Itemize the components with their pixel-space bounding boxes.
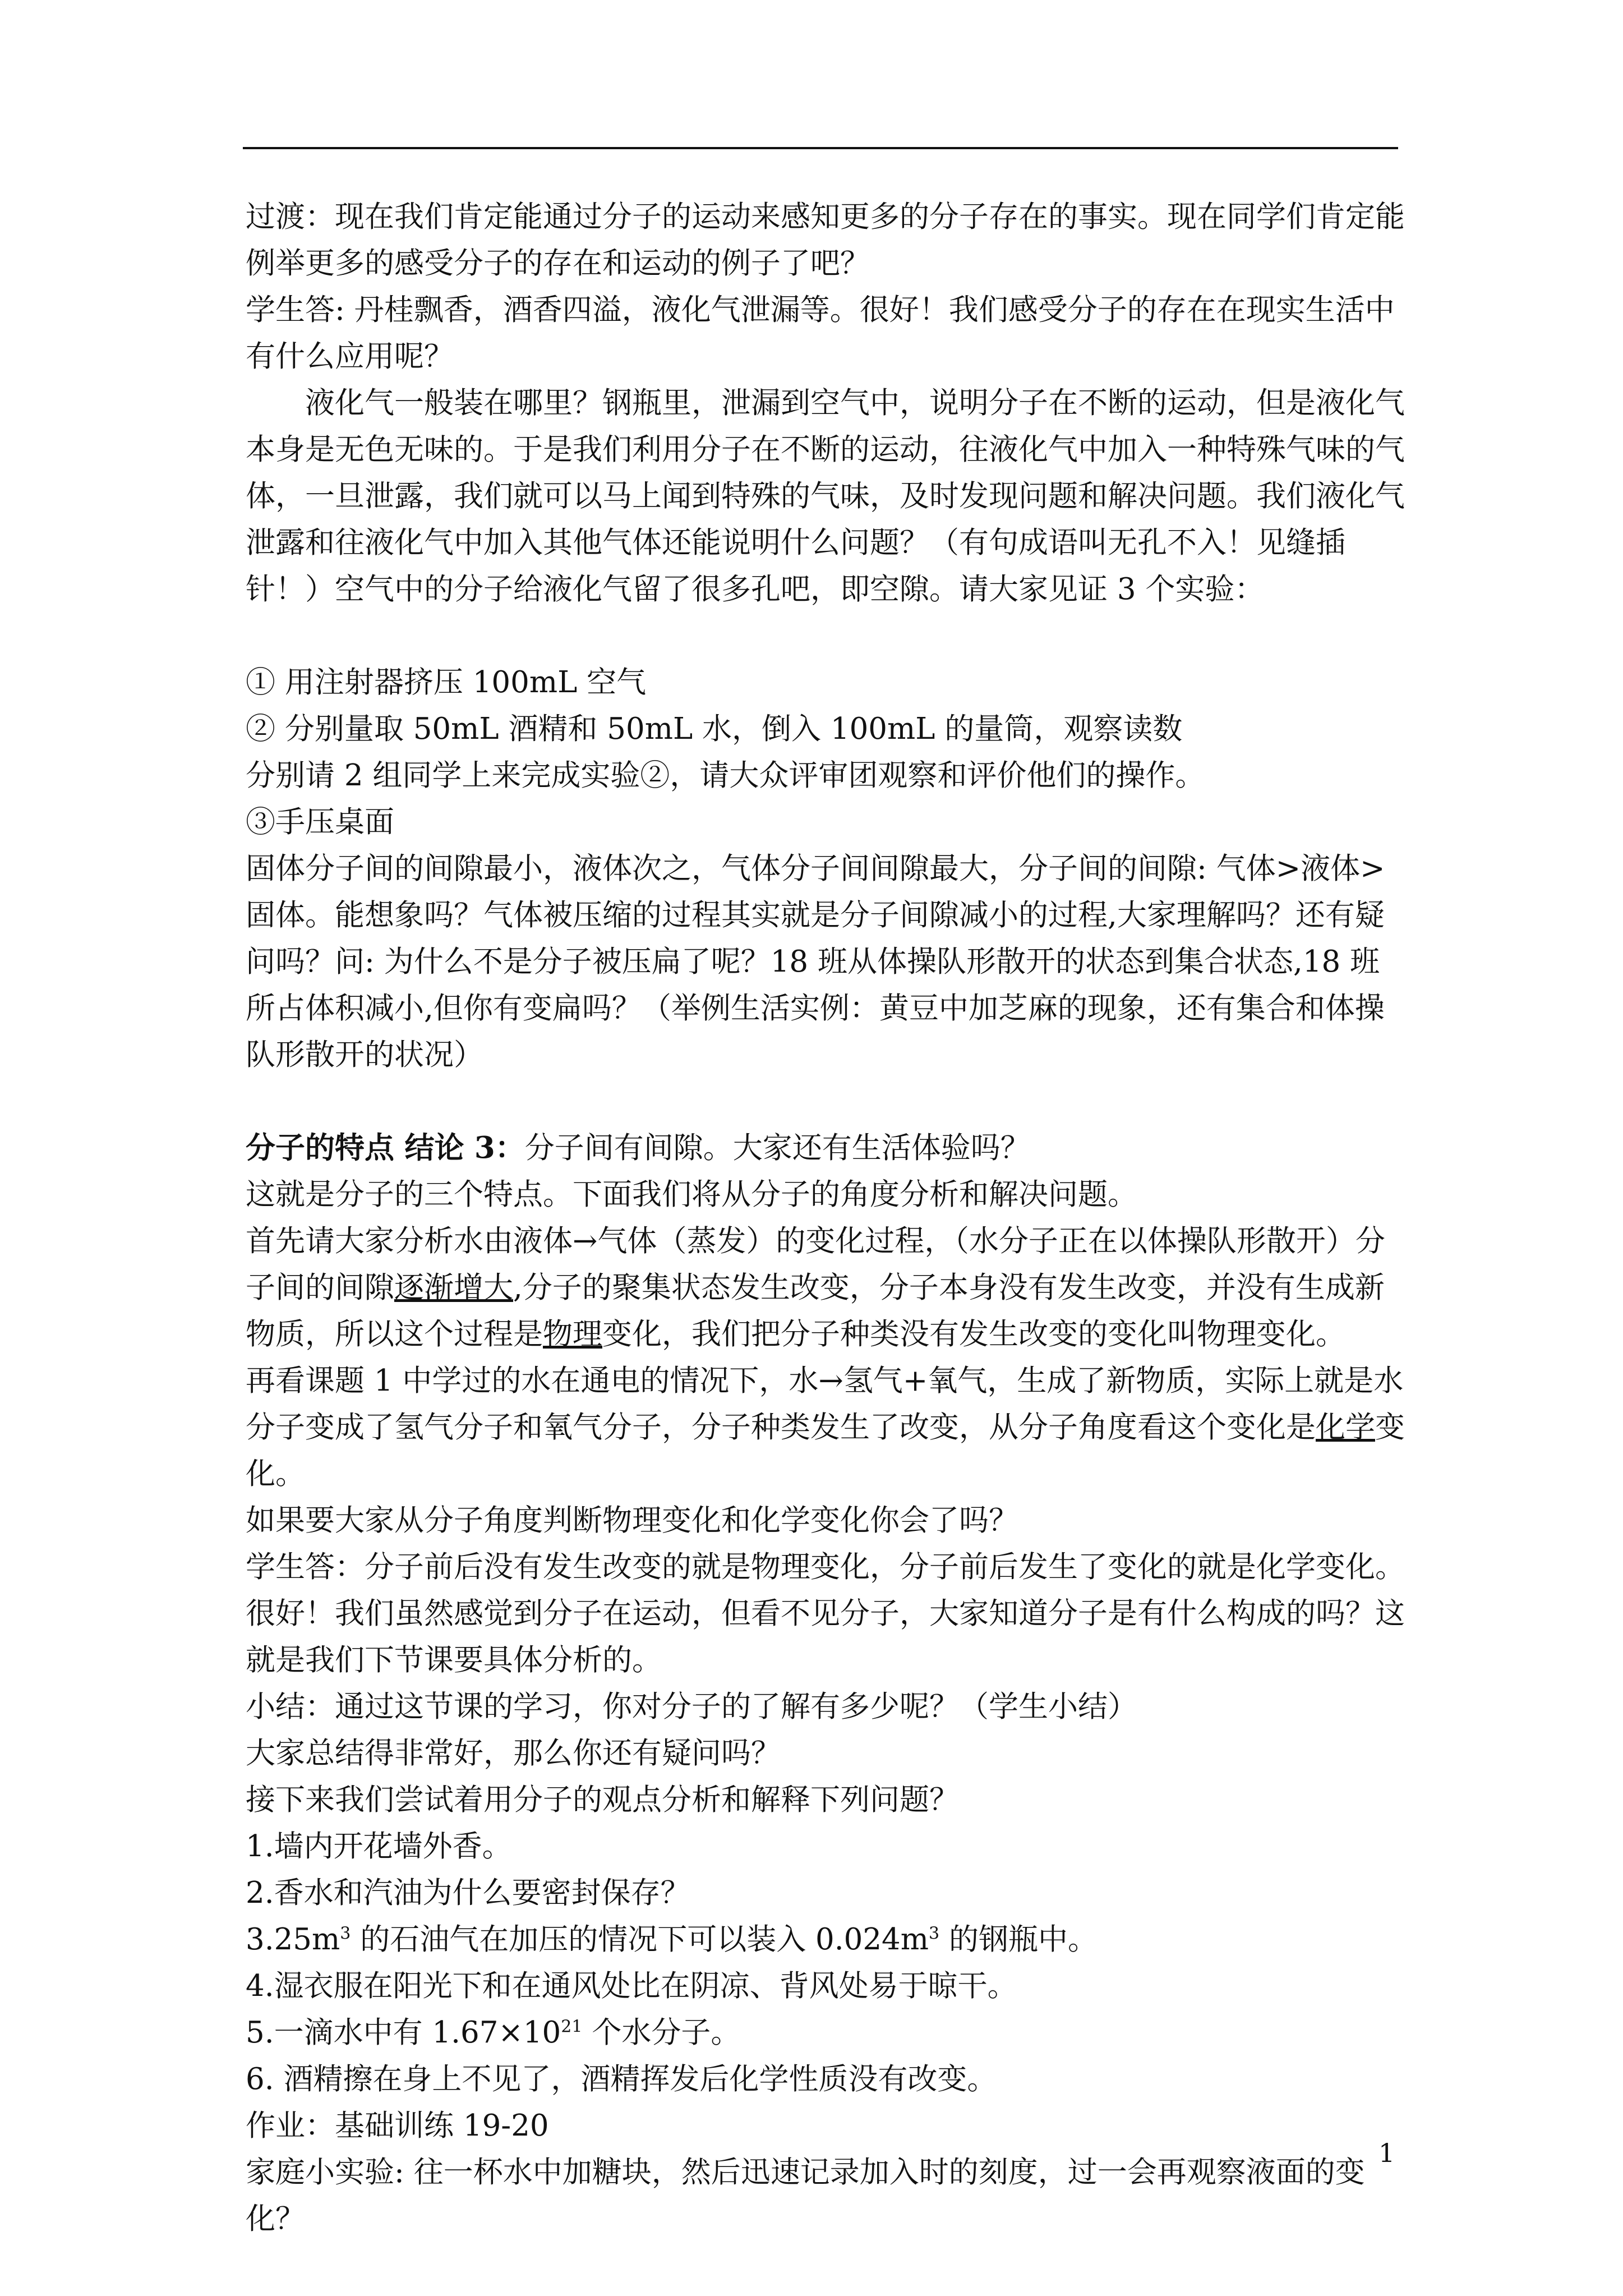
text-run: 变化，我们把分子种类没有发生改变的变化叫物理变化。 [602, 1317, 1345, 1351]
exercise-3 [246, 1916, 1407, 1963]
exercise-5 [246, 2009, 1407, 2056]
text-run: 的钢瓶中。 [939, 1922, 1098, 1957]
experiment-2: ② 分别量取 50mL 酒精和 50mL 水，倒入 100mL 的量筒，观察读数 [246, 712, 1183, 746]
text-run: 的石油气在加压的情况下可以装入 0.024m [351, 1922, 929, 1957]
experiment-1: ① 用注射器挤压 100mL 空气 [246, 665, 647, 700]
underlined-term: 逐渐增大 [394, 1271, 513, 1305]
chemical-change-paragraph [246, 1358, 1407, 1497]
lpg-paragraph: 液化气一般装在哪里？钢瓶里，泄漏到空气中，说明分子在不断的运动，但是液化气本身是无色无味的。于是我们利用分子在不断的运动，往液化气中加入一种特殊气味的气体，一旦泄露，我们就可以马上闻到特殊的气味，及时发现问题和解决问题。我们液化气泄露和往液化气中加入其他气体还能说明什么问题？（有句成语叫无孔不入！见缝插针！）空气中的分子给液化气留了很多孔吧，即空隙。请大家见证 3 个实验： [246, 386, 1405, 606]
underlined-term: 化学 [1316, 1410, 1375, 1444]
doubts-paragraph: 大家总结得非常好，那么你还有疑问吗？ [246, 1736, 781, 1770]
superscript: 3 [340, 1924, 351, 1944]
next-lesson-paragraph: 很好！我们虽然感觉到分子在运动，但看不见分子，大家知道分子是有什么构成的吗？这就是我们下节课要具体分析的。 [246, 1596, 1405, 1677]
text-run: 变化。 [246, 1410, 1405, 1491]
header-rule [243, 147, 1398, 149]
three-features-paragraph: 这就是分子的三个特点。下面我们将从分子的角度分析和解决问题。 [246, 1177, 1137, 1212]
conclusion-3 [246, 1125, 1407, 1171]
exercise-2: 2.香水和汽油为什么要密封保存？ [246, 1876, 690, 1910]
superscript: 21 [561, 2017, 583, 2037]
summary-paragraph: 小结：通过这节课的学习，你对分子的了解有多少呢？（学生小结） [246, 1690, 1137, 1724]
home-experiment-line: 家庭小实验: 往一杯水中加糖块，然后迅速记录加入时的刻度，过一会再观察液面的变化？ [246, 2155, 1365, 2236]
exercise-6: 6. 酒精擦在身上不见了，酒精挥发后化学性质没有改变。 [246, 2062, 997, 2096]
blank-line [246, 1078, 1407, 1125]
homework-line: 作业：基础训练 19-20 [246, 2109, 549, 2143]
text-run: 再看课题 1 中学过的水在通电的情况下，水→氢气+氧气，生成了新物质，实际上就是水分子变成了氢气分子和氧气分子，分子种类发生了改变，从分子角度看这个变化是 [246, 1364, 1404, 1444]
page-number: 1 [1378, 2138, 1395, 2168]
superscript: 3 [929, 1924, 940, 1944]
text-run: ,分子的聚集状态发生改变，分子本身没有发生改变，并没有生成新物质，所以这个过程是 [246, 1271, 1385, 1351]
text-run: 5.一滴水中有 1.67×10 [246, 2016, 561, 2050]
exercise-4: 4.湿衣服在阳光下和在通风处比在阴凉、背风处易于晾干。 [246, 1969, 1017, 2003]
judge-question-paragraph: 如果要大家从分子角度判断物理变化和化学变化你会了吗？ [246, 1503, 1018, 1538]
text-run: 3.25m [246, 1922, 340, 1957]
student-answer-paragraph: 学生答: 丹桂飘香，酒香四溢，液化气泄漏等。很好！我们感受分子的存在在现实生活中有什么应用呢？ [246, 293, 1395, 374]
text-run: 个水分子。 [582, 2016, 741, 2050]
experiment-3: ③手压桌面 [246, 805, 394, 839]
blank-line [246, 613, 1407, 659]
exercise-1: 1.墙内开花墙外香。 [246, 1829, 512, 1864]
physical-change-paragraph [246, 1218, 1407, 1358]
underlined-term: 物理 [543, 1317, 602, 1351]
gap-explanation-paragraph: 固体分子间的间隙最小，液体次之，气体分子间间隙最大，分子间的间隙: 气体>液体>固体。能想象吗？气体被压缩的过程其实就是分子间隙减小的过程,大家理解吗？还有疑问吗？问: 为什么不是分子被压扁了呢？18 班从体操队形散开的状态到集合状态,18 班所占体积减小,但你有变扁吗？（举例生活实例：黄豆中加芝麻的现象，还有集合和体操队形散开的状况） [246, 852, 1385, 1072]
conclusion-3-text: 分子间有间隙。大家还有生活体验吗？ [524, 1131, 1030, 1165]
conclusion-3-heading: 分子的特点 结论 3： [246, 1130, 525, 1165]
student-answer-paragraph: 学生答：分子前后没有发生改变的就是物理变化，分子前后发生了变化的就是化学变化。 [246, 1550, 1405, 1584]
exercise-intro-paragraph: 接下来我们尝试着用分子的观点分析和解释下列问题？ [246, 1783, 959, 1817]
text-run: 首先请大家分析水由液体→气体（蒸发）的变化过程，（水分子正在以体操队形散开）分子间的间隙 [246, 1224, 1385, 1305]
document-body [246, 194, 1407, 2242]
group-task-paragraph: 分别请 2 组同学上来完成实验②，请大众评审团观察和评价他们的操作。 [246, 758, 1205, 793]
transition-paragraph: 过渡：现在我们肯定能通过分子的运动来感知更多的分子存在的事实。现在同学们肯定能例举更多的感受分子的存在和运动的例子了吧？ [246, 200, 1405, 280]
